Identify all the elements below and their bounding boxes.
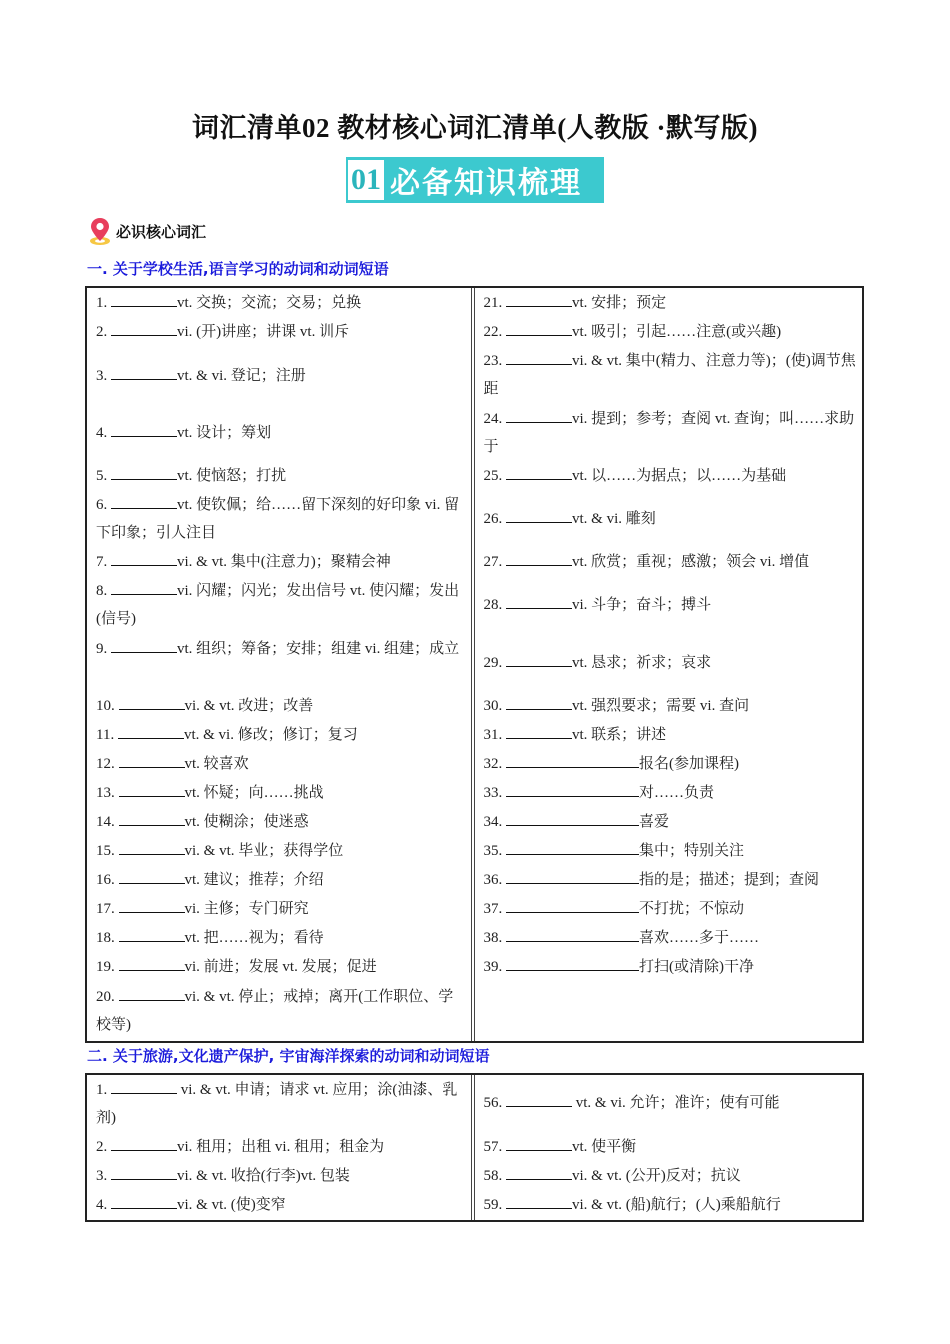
section1-heading: 一. 关于学校生活,语言学习的动词和动词短语 [87,260,389,278]
answer-blank[interactable] [119,868,185,884]
item-number: 35. [483,843,503,859]
answer-blank[interactable] [111,464,177,480]
item-definition: vt. & vi. 雕刻 [572,511,656,527]
answer-blank[interactable] [506,781,639,797]
vocab-item [484,750,857,778]
item-number: 9. [96,641,108,657]
answer-blank[interactable] [111,1164,177,1180]
answer-blank[interactable] [506,1193,572,1209]
item-definition: vt. 使糊涂；使迷惑 [184,814,309,830]
vocab-item [96,577,465,633]
vocab-item [484,866,857,894]
item-number: 26. [483,511,503,527]
item-number: 13. [96,785,115,801]
item-number: 1. [96,295,108,311]
answer-blank[interactable] [506,752,639,768]
answer-blank[interactable] [111,421,177,437]
item-definition: 集中；特别关注 [639,843,745,859]
item-definition: vi. & vt. (公开)反对；抗议 [572,1168,741,1184]
answer-blank[interactable] [111,637,177,653]
answer-blank[interactable] [506,464,572,480]
answer-blank[interactable] [111,320,177,336]
item-definition: vi. & vt. (使)变窄 [177,1197,286,1213]
answer-blank[interactable] [506,291,572,307]
item-definition: vt. 欣赏；重视；感激；领会 vi. 增值 [572,554,810,570]
item-number: 22. [483,324,503,340]
vocab-item [96,721,465,749]
answer-blank[interactable] [119,839,185,855]
vocab-item [484,649,857,677]
answer-blank[interactable] [119,897,185,913]
item-definition: vt. 使钦佩；给……留下深刻的好印象 vi. 留下印象；引人注目 [96,497,460,541]
vocab-item [484,347,857,403]
item-number: 20. [96,989,115,1005]
vocab-item [96,895,465,923]
item-definition: vt. 使平衡 [572,1139,637,1155]
answer-blank[interactable] [111,291,177,307]
section-banner [346,157,604,203]
item-definition: vt. 强烈要求；需要 vi. 查问 [572,698,750,714]
section2-left-column [87,1075,475,1220]
vocab-item [96,289,465,317]
answer-blank[interactable] [506,897,639,913]
item-number: 56. [483,1095,503,1111]
answer-blank[interactable] [119,810,185,826]
answer-blank[interactable] [506,955,639,971]
vocab-item [96,808,465,836]
item-definition: 喜爱 [639,814,670,830]
answer-blank[interactable] [111,364,177,380]
item-number: 10. [96,698,115,714]
vocab-item [96,462,465,490]
vocab-item [96,924,465,952]
vocab-item [96,1162,465,1190]
vocab-item [484,505,857,533]
vocab-item [484,548,857,576]
item-number: 16. [96,872,115,888]
item-definition: vi. & vt. 毕业；获得学位 [184,843,344,859]
vocab-item [96,779,465,807]
vocab-item [484,692,857,720]
vocab-item [96,953,465,981]
answer-blank[interactable] [506,868,639,884]
vocab-item [96,491,465,547]
vocab-item [484,721,857,749]
item-definition: vt. 以……为据点；以……为基础 [572,468,787,484]
item-number: 36. [483,872,503,888]
item-number: 30. [483,698,503,714]
section1-left-column [87,288,475,1041]
item-number: 38. [483,930,503,946]
item-number: 18. [96,930,115,946]
vocab-item [484,779,857,807]
item-definition: 不打扰；不惊动 [639,901,745,917]
item-number: 31. [483,727,503,743]
item-number: 19. [96,959,115,975]
item-number: 3. [96,1168,108,1184]
item-number: 15. [96,843,115,859]
vocab-item [484,1191,857,1219]
item-definition: vi. 租用；出租 vi. 租用；租金为 [177,1139,385,1155]
item-number: 25. [483,468,503,484]
item-number: 8. [96,583,108,599]
item-definition: vt. 把……视为；看待 [184,930,324,946]
item-number: 34. [483,814,503,830]
item-number: 7. [96,554,108,570]
item-number: 1. [96,1082,108,1098]
item-definition: vt. 较喜欢 [184,756,249,772]
item-number: 39. [483,959,503,975]
answer-blank[interactable] [506,1135,572,1151]
vocab-item [484,808,857,836]
item-number: 5. [96,468,108,484]
answer-blank[interactable] [111,1078,177,1094]
vocab-item [484,837,857,865]
vocab-item [96,635,465,663]
item-number: 24. [483,411,503,427]
item-definition: vt. 使恼怒；打扰 [177,468,287,484]
item-definition: vt. 安排；预定 [572,295,667,311]
answer-blank[interactable] [111,1193,177,1209]
vocab-item [484,924,857,952]
answer-blank[interactable] [111,579,177,595]
item-number: 12. [96,756,115,772]
vocab-item [96,1076,465,1132]
item-definition: vi. (开)讲座；讲课 vt. 训斥 [177,324,350,340]
vocab-item [484,591,857,619]
item-definition: vt. 吸引；引起……注意(或兴趣) [572,324,782,340]
item-definition: vi. & vt. 申请；请求 vt. 应用；涂(油漆、乳剂) [96,1082,458,1126]
item-number: 23. [483,353,503,369]
item-definition: vi. & vt. 停止；戒掉；离开(工作职位、学校等) [96,989,454,1033]
subheading [88,216,206,246]
answer-blank[interactable] [506,349,572,365]
answer-blank[interactable] [506,926,639,942]
vocab-item [484,289,857,317]
item-number: 4. [96,1197,108,1213]
item-definition: vi. 提到；参考；查阅 vt. 查询；叫……求助于 [483,411,855,455]
item-definition: 指的是；描述；提到；查阅 [639,872,820,888]
answer-blank[interactable] [506,593,572,609]
item-definition: vi. 斗争；奋斗；搏斗 [572,597,712,613]
item-number: 37. [483,901,503,917]
item-number: 4. [96,425,108,441]
vocab-item [484,895,857,923]
item-definition: vt. 恳求；祈求；哀求 [572,655,712,671]
item-definition: vi. & vt. 改进；改善 [184,698,314,714]
section1-table [85,286,864,1043]
item-number: 14. [96,814,115,830]
item-number: 33. [483,785,503,801]
vocab-item [96,419,465,447]
banner-number: 01 [348,160,384,200]
item-number: 59. [483,1197,503,1213]
item-definition: vt. & vi. 修改；修订；复习 [183,727,358,743]
section2-right-column [475,1075,863,1220]
item-number: 57. [483,1139,503,1155]
item-number: 11. [96,727,115,743]
item-definition: vt. 设计；筹划 [177,425,272,441]
vocab-item [484,1089,857,1117]
item-definition: vt. & vi. 允许；准许；使有可能 [572,1095,780,1111]
section2-table [85,1073,864,1222]
item-definition: vi. 前进；发展 vt. 发展；促进 [184,959,377,975]
item-definition: vi. & vt. 收拾(行李)vt. 包装 [177,1168,350,1184]
item-definition: vi. 主修；专门研究 [184,901,309,917]
answer-blank[interactable] [119,694,185,710]
item-definition: vi. & vt. (船)航行；(人)乘船航行 [572,1197,781,1213]
item-definition: vt. 交换；交流；交易；兑换 [177,295,362,311]
vocab-item [96,866,465,894]
answer-blank[interactable] [506,407,572,423]
item-number: 21. [483,295,503,311]
item-number: 17. [96,901,115,917]
document-title: 词汇清单02 教材核心词汇清单(人教版 ·默写版) [192,113,758,143]
vocab-item [96,692,465,720]
answer-blank[interactable] [506,320,572,336]
answer-blank[interactable] [506,839,639,855]
vocab-item [96,1191,465,1219]
answer-blank[interactable] [506,507,572,523]
answer-blank[interactable] [119,781,185,797]
answer-blank[interactable] [506,694,572,710]
item-definition: vt. & vi. 登记；注册 [177,368,306,384]
vocab-item [484,318,857,346]
item-number: 6. [96,497,108,513]
answer-blank[interactable] [506,1164,572,1180]
answer-blank[interactable] [119,955,185,971]
vocab-item [484,462,857,490]
item-number: 27. [483,554,503,570]
vocab-item [96,837,465,865]
item-number: 32. [483,756,503,772]
vocab-item [96,318,465,346]
item-definition: 喜欢……多于…… [639,930,760,946]
section1-right-column [475,288,863,1041]
answer-blank[interactable] [111,550,177,566]
item-number: 28. [483,597,503,613]
item-definition: vt. 组织；筹备；安排；组建 vi. 组建；成立 [177,641,460,657]
vocab-item [96,983,465,1039]
item-definition: vi. 闪耀；闪光；发出信号 vt. 使闪耀；发出(信号) [96,583,460,627]
vocab-item [96,548,465,576]
item-definition: vt. 联系；讲述 [572,727,667,743]
answer-blank[interactable] [119,926,185,942]
item-number: 2. [96,1139,108,1155]
item-number: 58. [483,1168,503,1184]
location-pin-icon [88,216,112,246]
answer-blank[interactable] [119,985,185,1001]
answer-blank[interactable] [506,651,572,667]
vocab-item [484,405,857,461]
item-definition: vi. & vt. 集中(注意力)；聚精会神 [177,554,391,570]
answer-blank[interactable] [506,723,572,739]
item-definition: 对……负责 [639,785,715,801]
answer-blank[interactable] [506,550,572,566]
item-number: 3. [96,368,108,384]
item-definition: vt. 建议；推荐；介绍 [184,872,324,888]
vocab-item [96,750,465,778]
vocab-item [96,1133,465,1161]
banner-text: 必备知识梳理 [390,166,582,201]
vocab-item [484,1133,857,1161]
vocab-item [96,362,465,390]
item-definition: 打扫(或清除)干净 [639,959,754,975]
item-number: 29. [483,655,503,671]
vocab-item [484,953,857,981]
answer-blank[interactable] [506,810,639,826]
subheading-text: 必识核心词汇 [116,222,207,241]
item-number: 2. [96,324,108,340]
item-definition: vt. 怀疑；向……挑战 [184,785,324,801]
answer-blank[interactable] [506,1091,572,1107]
answer-blank[interactable] [111,1135,177,1151]
item-definition: vi. & vt. 集中(精力、注意力等)；(使)调节焦距 [483,353,856,397]
answer-blank[interactable] [118,723,184,739]
vocab-item [484,1162,857,1190]
section2-heading: 二. 关于旅游,文化遗产保护, 宇宙海洋探索的动词和动词短语 [87,1047,490,1065]
item-definition: 报名(参加课程) [639,756,739,772]
answer-blank[interactable] [111,493,177,509]
answer-blank[interactable] [119,752,185,768]
